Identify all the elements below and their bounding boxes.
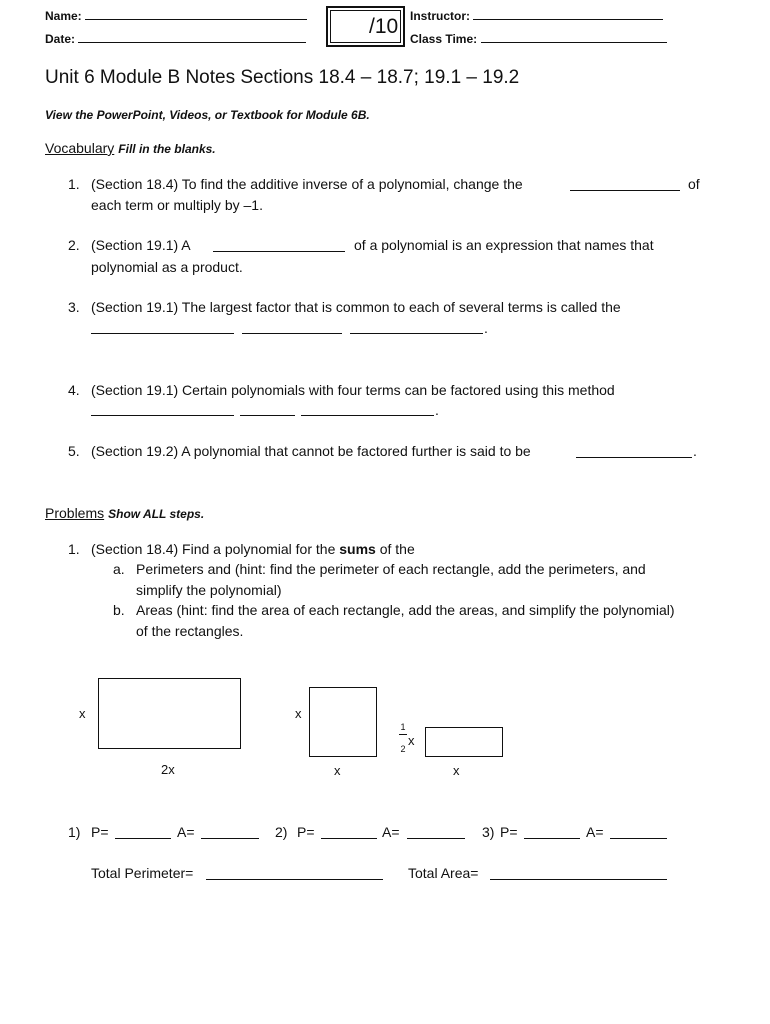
answer-3-p-label: P= <box>500 824 518 840</box>
class-time-label: Class Time: <box>410 32 478 46</box>
problem-1-text <box>91 541 415 557</box>
name-label: Name: <box>45 9 82 23</box>
name-line <box>85 9 307 20</box>
rectangle-2 <box>309 687 377 757</box>
rectangle-3-bottom-label: x <box>453 763 460 778</box>
score-value: /10 <box>369 15 399 38</box>
problem-1-num: 1. <box>68 541 80 557</box>
vocab-item-3-num: 3. <box>68 299 80 315</box>
vocab-item-3-period: . <box>484 320 488 336</box>
vocab-item-1-text: (Section 18.4) To find the additive inverse of a polynomial, change the <box>91 176 523 192</box>
vocab-item-1-text-end: of <box>688 176 700 192</box>
vocab-item-3-blank-3[interactable] <box>350 321 483 334</box>
name-field[interactable] <box>45 9 307 23</box>
vocab-item-2-num: 2. <box>68 237 80 253</box>
rectangle-3-frac-bar <box>399 734 407 735</box>
total-area-label: Total Area= <box>408 865 479 881</box>
rectangle-3-side-label: x <box>408 733 415 748</box>
answer-2-p-label: P= <box>297 824 315 840</box>
page-title: Unit 6 Module B Notes Sections 18.4 – 18.7; 19.1 – 19.2 <box>45 67 520 88</box>
total-perimeter-label: Total Perimeter= <box>91 865 194 881</box>
problem-1a-line1: Perimeters and (hint: find the perimeter of each rectangle, add the perimeters, and <box>136 561 646 577</box>
vocab-item-2-blank[interactable] <box>213 239 345 252</box>
problems-heading <box>45 505 204 521</box>
score-box <box>326 6 405 47</box>
vocab-item-4-period: . <box>435 402 439 418</box>
vocab-item-3-blank-1[interactable] <box>91 321 234 334</box>
vocab-item-5-text: (Section 19.2) A polynomial that cannot be factored further is said to be <box>91 443 531 459</box>
instructor-line <box>473 9 663 20</box>
answer-3-label: 3) <box>482 824 495 840</box>
answer-2-a-label: A= <box>382 824 400 840</box>
problem-1a-letter: a. <box>113 561 125 577</box>
vocab-item-5-period: . <box>693 443 697 459</box>
vocab-item-4-blank-2[interactable] <box>240 403 295 416</box>
problem-1-text-bold: sums <box>339 541 376 557</box>
answer-1-label: 1) <box>68 824 81 840</box>
answer-3-a-blank[interactable] <box>610 826 667 839</box>
answer-2-p-blank[interactable] <box>321 826 377 839</box>
answer-1-p-label: P= <box>91 824 109 840</box>
instructor-label: Instructor: <box>410 9 470 23</box>
vocab-item-3-text: (Section 19.1) The largest factor that is common to each of several terms is called the <box>91 299 621 315</box>
rectangle-3 <box>425 727 503 757</box>
vocab-item-2-text: (Section 19.1) A <box>91 237 191 253</box>
problem-1a-line2: simplify the polynomial) <box>136 582 282 598</box>
rectangle-2-bottom-label: x <box>334 763 341 778</box>
vocab-item-4-text: (Section 19.1) Certain polynomials with four terms can be factored using this method <box>91 382 615 398</box>
class-time-line <box>481 32 667 43</box>
total-area-blank[interactable] <box>490 867 667 880</box>
vocab-item-1-num: 1. <box>68 176 80 192</box>
vocab-item-2-line2: polynomial as a product. <box>91 259 243 275</box>
page-subtitle: View the PowerPoint, Videos, or Textbook for Module 6B. <box>45 108 370 122</box>
vocab-item-2-text-end: of a polynomial is an expression that names that <box>354 237 654 253</box>
vocab-item-5-num: 5. <box>68 443 80 459</box>
rectangle-1 <box>98 678 241 749</box>
answer-2-a-blank[interactable] <box>407 826 465 839</box>
answer-1-a-blank[interactable] <box>201 826 259 839</box>
vocabulary-label: Vocabulary <box>45 140 115 156</box>
date-label: Date: <box>45 32 76 46</box>
vocabulary-heading <box>45 140 216 156</box>
problem-1b-letter: b. <box>113 602 125 618</box>
answer-3-a-label: A= <box>586 824 604 840</box>
rectangle-2-side-label: x <box>295 706 302 721</box>
rectangle-1-side-label: x <box>79 706 86 721</box>
vocab-item-4-blank-3[interactable] <box>301 403 434 416</box>
rectangle-3-frac-num: 1 <box>400 722 406 732</box>
vocab-item-5-blank[interactable] <box>576 445 692 458</box>
vocabulary-instruction: Fill in the blanks. <box>118 142 216 156</box>
date-line <box>78 32 306 43</box>
problem-1b-line1: Areas (hint: find the area of each rectangle, add the areas, and simplify the polynomial) <box>136 602 675 618</box>
vocab-item-1-blank[interactable] <box>570 178 680 191</box>
vocab-item-4-num: 4. <box>68 382 80 398</box>
answer-1-p-blank[interactable] <box>115 826 171 839</box>
problem-1-text-a: (Section 18.4) Find a polynomial for the <box>91 541 340 557</box>
problem-1-text-b: of the <box>375 541 415 557</box>
problem-1b-line2: of the rectangles. <box>136 623 244 639</box>
vocab-item-4-blank-1[interactable] <box>91 403 234 416</box>
vocab-item-1-line2: each term or multiply by –1. <box>91 197 263 213</box>
class-time-field[interactable] <box>410 32 667 46</box>
answer-1-a-label: A= <box>177 824 195 840</box>
instructor-field[interactable] <box>410 9 663 23</box>
answer-2-label: 2) <box>275 824 288 840</box>
answer-3-p-blank[interactable] <box>524 826 580 839</box>
problems-instruction: Show ALL steps. <box>108 507 205 521</box>
total-perimeter-blank[interactable] <box>206 867 383 880</box>
problems-label: Problems <box>45 505 105 521</box>
vocab-item-3-blank-2[interactable] <box>242 321 342 334</box>
rectangle-3-frac-den: 2 <box>400 744 406 754</box>
date-field[interactable] <box>45 32 306 46</box>
rectangle-1-bottom-label: 2x <box>161 762 175 777</box>
